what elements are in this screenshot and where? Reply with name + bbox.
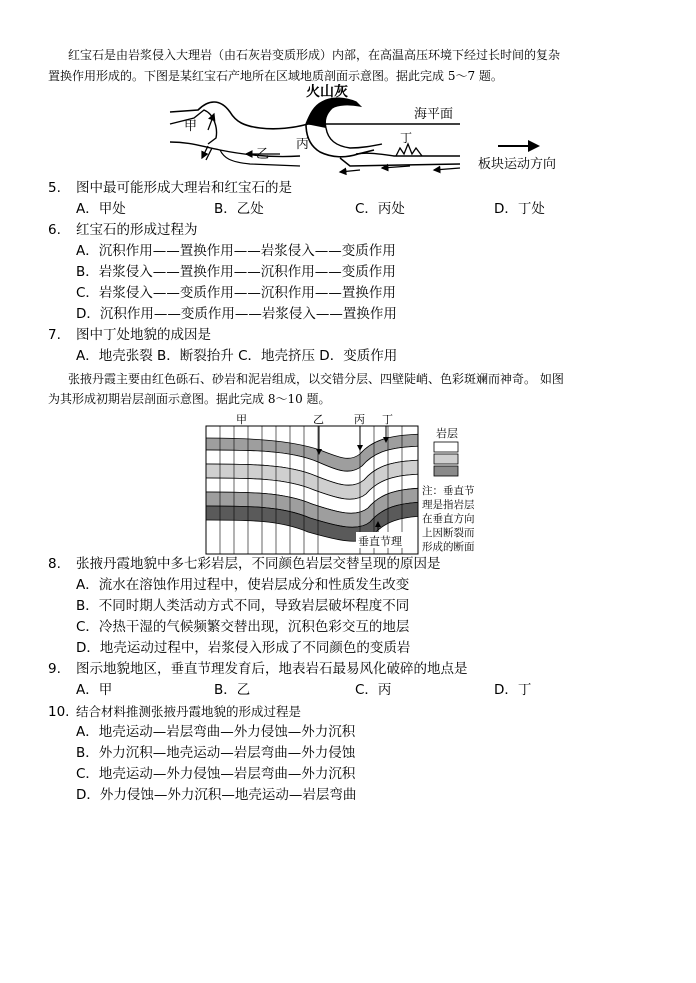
q10-option-d[interactable]: D．外力侵蚀—外力沉积—地壳运动—岩层弯曲 (76, 787, 357, 803)
label-ding: 丁 (382, 413, 393, 426)
q6-option-d[interactable]: D．沉积作用——变质作用——岩浆侵入——置换作用 (76, 306, 397, 322)
label-volcanic-ash: 火山灰 (306, 84, 348, 100)
label-ding: 丁 (400, 131, 413, 145)
q5-option-b[interactable]: B．乙处 (214, 201, 264, 217)
question-7-number: 7. (48, 327, 61, 343)
question-8 (48, 554, 441, 575)
q8-option-a[interactable]: A．流水在溶蚀作用过程中，使岩层成分和性质发生改变 (76, 577, 410, 593)
label-yi: 乙 (256, 147, 270, 162)
question-7-stem: 图中丁处地貌的成因是 (76, 327, 211, 343)
q9-option-b[interactable]: B．乙 (214, 682, 251, 698)
q8-option-d[interactable]: D．地壳运动过程中，岩浆侵入形成了不同颜色的变质岩 (76, 640, 411, 656)
q6-option-b[interactable]: B．岩浆侵入——置换作用——沉积作用——变质作用 (76, 264, 396, 280)
legend-swatch-white (434, 442, 458, 452)
label-jia: 甲 (236, 413, 247, 426)
question-9-stem: 图示地貌地区，垂直节理发育后，地表岩石最易风化破碎的地点是 (76, 661, 468, 677)
question-5-number: 5. (48, 180, 61, 196)
q5-option-c[interactable]: C．丙处 (355, 201, 405, 217)
question-5-stem: 图中最可能形成大理岩和红宝石的是 (76, 180, 292, 196)
passage-1-line-2: 置换作用形成的。下图是某红宝石产地所在区域地质剖面示意图。据此完成 5～7 题。 (48, 69, 503, 83)
label-yi: 乙 (313, 413, 324, 426)
passage-2-line-1: 张掖丹霞主要由红色砾石、砂岩和泥岩组成，以交错分层、四壁陡峭、色彩斑斓而神奇。 如图 (68, 372, 564, 386)
q10-option-a[interactable]: A．地壳运动—岩层弯曲—外力侵蚀—外力沉积 (76, 724, 356, 740)
q9-option-c[interactable]: C．丙 (355, 682, 392, 698)
question-8-number: 8. (48, 556, 61, 572)
label-jia: 甲 (184, 119, 198, 134)
q10-option-c[interactable]: C．地壳运动—外力侵蚀—岩层弯曲—外力沉积 (76, 766, 356, 782)
question-7 (48, 325, 211, 346)
q5-option-d[interactable]: D．丁处 (494, 201, 545, 217)
question-10-number: 10. (48, 704, 70, 720)
figure-2-strata-section (200, 410, 500, 556)
question-9-number: 9. (48, 661, 61, 677)
note-line-2: 理是指岩层 (422, 499, 475, 511)
q5-option-a[interactable]: A．甲处 (76, 201, 126, 217)
q9-option-a[interactable]: A．甲 (76, 682, 113, 698)
label-bing: 丙 (354, 413, 365, 426)
q10-option-b[interactable]: B．外力沉积—地壳运动—岩层弯曲—外力侵蚀 (76, 745, 356, 761)
question-5 (48, 178, 292, 199)
question-6-number: 6. (48, 222, 61, 238)
note-line-1: 注：垂直节 (422, 485, 475, 497)
q9-option-d[interactable]: D．丁 (494, 682, 532, 698)
label-vertical-joint: 垂直节理 (358, 535, 402, 548)
question-10-stem: 结合材料推测张掖丹霞地貌的形成过程是 (76, 704, 302, 719)
question-6-stem: 红宝石的形成过程为 (76, 222, 198, 238)
passage-2-line-2: 为其形成初期岩层剖面示意图。据此完成 8～10 题。 (48, 392, 331, 406)
q7-options[interactable]: A．地壳张裂 B．断裂抬升 C．地壳挤压 D．变质作用 (76, 348, 398, 364)
q6-option-a[interactable]: A．沉积作用——置换作用——岩浆侵入——变质作用 (76, 243, 396, 259)
q8-option-c[interactable]: C．冷热干湿的气候频繁交替出现，沉积色彩交互的地层 (76, 619, 410, 635)
note-line-5: 形成的断面 (422, 541, 475, 553)
passage-1-line-1: 红宝石是由岩浆侵入大理岩（由石灰岩变质形成）内部，在高温高压环境下经过长时间的复杂 (68, 48, 561, 62)
label-sea-level: 海平面 (414, 107, 454, 122)
note-line-4: 上因断裂而 (422, 527, 475, 539)
figure-1-geologic-section (160, 84, 590, 182)
label-plate-direction: 板块运动方向 (478, 157, 557, 172)
question-6 (48, 220, 198, 241)
note-line-3: 在垂直方向 (422, 513, 475, 525)
legend-swatch-light (434, 454, 458, 464)
legend-swatch-dark (434, 466, 458, 476)
label-bing: 丙 (296, 137, 310, 152)
q8-option-b[interactable]: B．不同时期人类活动方式不同，导致岩层破坏程度不同 (76, 598, 410, 614)
legend-title: 岩层 (436, 427, 458, 440)
question-10 (48, 701, 301, 723)
question-8-stem: 张掖丹霞地貌中多七彩岩层，不同颜色岩层交替呈现的原因是 (76, 556, 441, 572)
question-9 (48, 659, 468, 680)
q6-option-c[interactable]: C．岩浆侵入——变质作用——沉积作用——置换作用 (76, 285, 396, 301)
